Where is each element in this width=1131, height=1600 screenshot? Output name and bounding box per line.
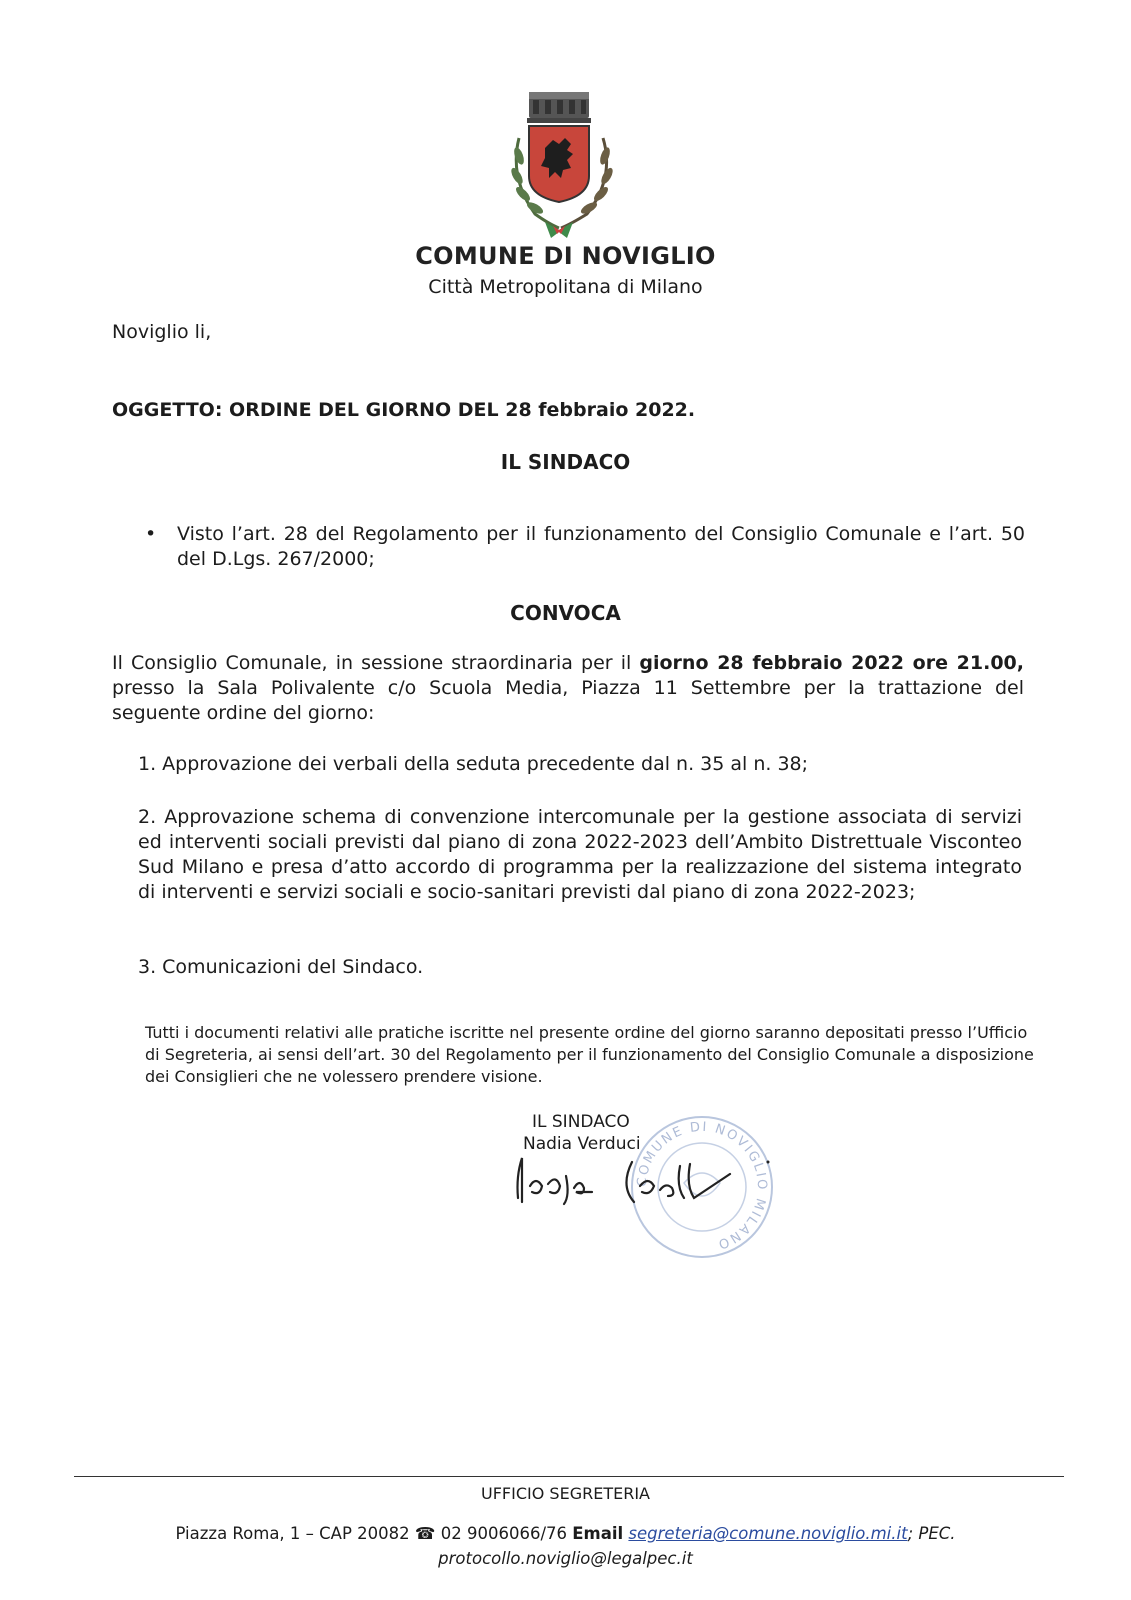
signatory-name: Nadia Verduci <box>523 1134 641 1154</box>
footer-divider <box>74 1476 1064 1477</box>
action-title: CONVOCA <box>510 601 621 625</box>
footer-office: UFFICIO SEGRETERIA <box>481 1484 650 1503</box>
agenda-item-3: 3. Comunicazioni del Sindaco. <box>138 956 424 978</box>
issuer-title: IL SINDACO <box>500 450 631 474</box>
footer-pec-label: ; PEC. <box>907 1524 956 1543</box>
intro-text-2: presso la Sala Polivalente c/o Scuola Media, Piazza 11 Settembre per la trattazione del seguente ordine del giorno: <box>112 677 1024 724</box>
subject-line: OGGETTO: ORDINE DEL GIORNO DEL 28 febbraio 2022. <box>112 399 696 421</box>
intro-text-1: Il Consiglio Comunale, in sessione straordinaria per il <box>112 652 640 674</box>
meeting-date-time: giorno 28 febbraio 2022 ore 21.00, <box>639 652 1024 674</box>
footer-contact <box>0 1524 1131 1543</box>
signatory-title: IL SINDACO <box>532 1112 630 1132</box>
municipal-crest-icon <box>505 88 625 243</box>
telephone-icon: ☎ <box>414 1524 436 1543</box>
footer-address: Piazza Roma, 1 – CAP 20082 <box>175 1524 415 1543</box>
convocation-paragraph <box>112 651 1024 726</box>
premise-text: Visto l’art. 28 del Regolamento per il funzionamento del Consiglio Comunale e l’art. 50 del D.Lgs. 267/2000; <box>177 523 1025 570</box>
place-date: Noviglio li, <box>112 321 212 343</box>
agenda-item-1: 1. Approvazione dei verbali della seduta precedente dal n. 35 al n. 38; <box>138 753 809 775</box>
documents-note: Tutti i documenti relativi alle pratiche iscritte nel presente ordine del giorno saranno depositati presso l’Ufficio di Segreteria, ai sensi dell’art. 30 del Regolamento per il funzionamento del Consiglio Comunale a disposizione dei Consiglieri che ne volessero prendere visione. <box>145 1023 1034 1086</box>
bullet-icon: • <box>145 523 157 545</box>
agenda-item-2: 2. Approvazione schema di convenzione intercomunale per la gestione associata di servizi ed interventi sociali previsti dal piano di zona 2022-2023 dell’Ambito Distrettuale Visconteo Sud Milano e presa d’atto accordo di programma per la realizzazione del sistema integrato di interventi e servizi sociali e socio-sanitari previsti dal piano di zona 2022-2023; <box>138 806 1022 903</box>
stamp-text: COMUNE DI NOVIGLIO MILANO <box>634 1119 770 1252</box>
municipality-title: COMUNE DI NOVIGLIO <box>415 242 716 270</box>
municipality-subtitle: Città Metropolitana di Milano <box>428 276 703 298</box>
footer-email-label: Email <box>572 1524 624 1543</box>
handwritten-signature-icon <box>500 1146 800 1226</box>
footer-pec: protocollo.noviglio@legalpec.it <box>438 1549 693 1568</box>
email-link[interactable]: segreteria@comune.noviglio.mi.it <box>628 1524 908 1543</box>
footer-phone: 02 9006066/76 <box>435 1524 573 1543</box>
